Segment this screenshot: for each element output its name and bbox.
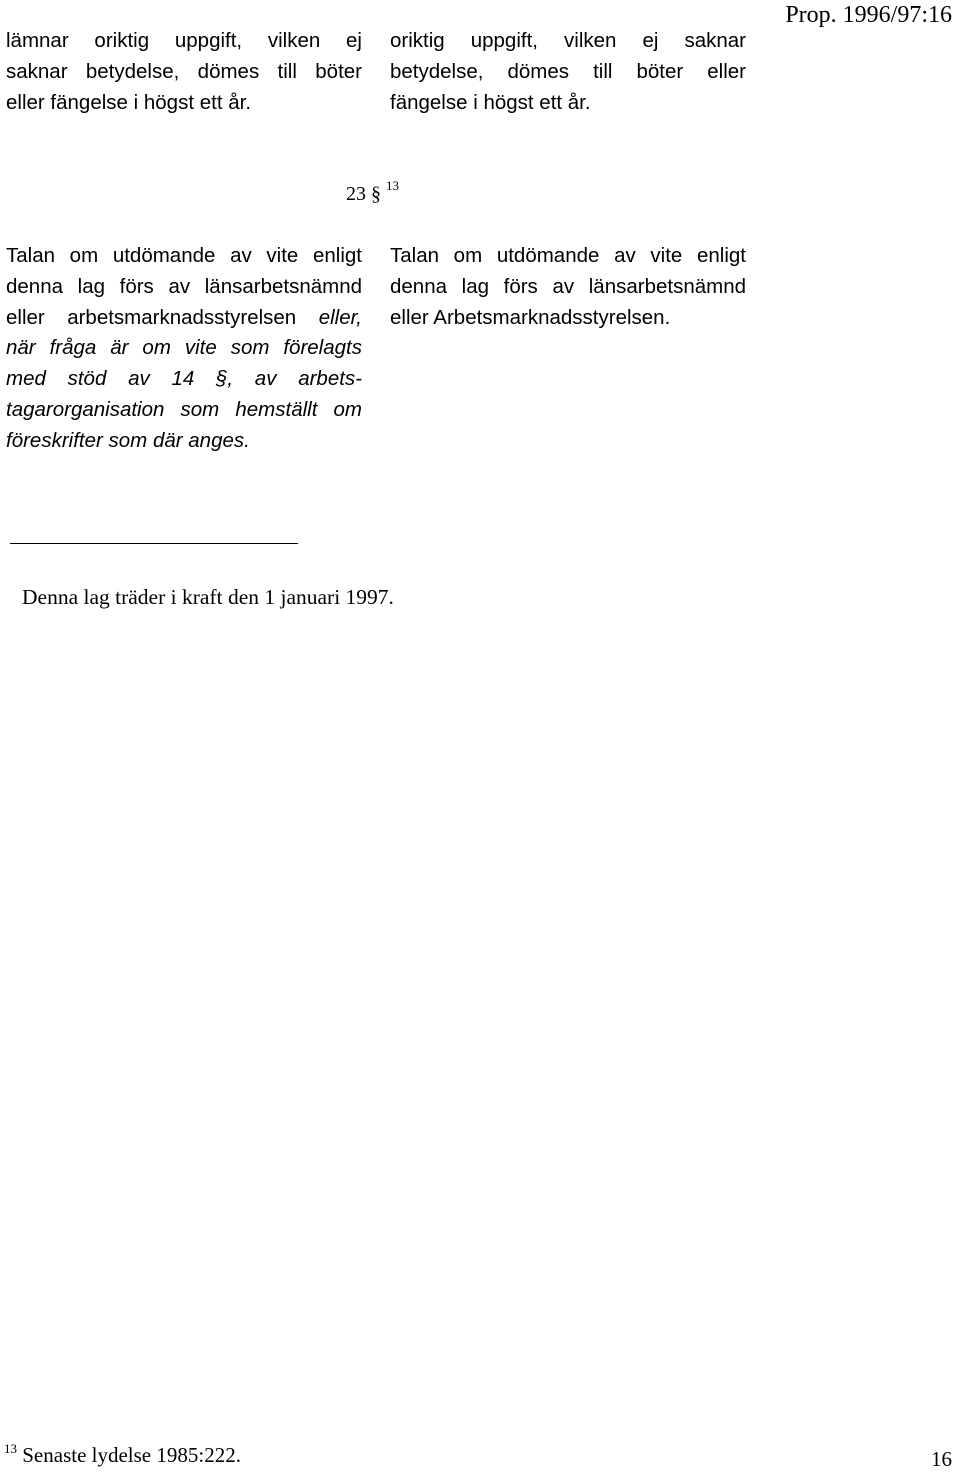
left-column-top-paragraph (6, 26, 362, 118)
text-line: saknar betydelse, dömes till böter (6, 59, 362, 83)
text-fragment: eller arbetsmarknadsstyrelsen (6, 305, 297, 329)
inserted-text-line: tagarorganisation som hemställt om (6, 397, 362, 421)
document-reference: Prop. 1996/97:16 (785, 2, 952, 28)
page-number: 16 (931, 1447, 952, 1471)
left-column-section-text (6, 241, 362, 457)
text-line: denna lag förs av länsarbetsnämnd (390, 274, 746, 298)
right-column-top-paragraph (390, 26, 746, 118)
text-line: Talan om utdömande av vite enligt (6, 244, 362, 267)
footnote (4, 1440, 241, 1470)
inserted-text-line: med stöd av 14 §, av arbets- (6, 367, 362, 391)
text-line: eller fängelse i högst ett år. (6, 90, 252, 114)
separator-rule (10, 543, 298, 544)
text-line: denna lag förs av länsarbetsnämnd (6, 274, 362, 298)
text-line: betydelse, dömes till böter eller (390, 59, 746, 83)
text-line (6, 303, 362, 334)
text-line: lämnar oriktig uppgift, vilken ej (6, 29, 362, 52)
text-line: oriktig uppgift, vilken ej saknar (390, 29, 746, 52)
section-number: 23 (346, 183, 366, 205)
text-line: eller Arbetsmarknadsstyrelsen. (390, 305, 671, 329)
inserted-text-line: föreskrifter som där anges. (6, 428, 250, 452)
inserted-text: eller, (318, 305, 362, 329)
right-column-section-text (390, 241, 746, 333)
text-line: fängelse i högst ett år. (390, 90, 591, 114)
inserted-text-line: när fråga är om vite som förelagts (6, 336, 362, 360)
effective-date-statement: Denna lag träder i kraft den 1 januari 1997. (22, 585, 394, 609)
section-symbol: § (371, 183, 381, 205)
section-heading (346, 180, 399, 208)
footnote-text: Senaste lydelse 1985:222. (22, 1443, 241, 1467)
footnote-reference: 13 (386, 178, 399, 193)
text-line: Talan om utdömande av vite enligt (390, 244, 746, 267)
footnote-number: 13 (4, 1441, 17, 1456)
